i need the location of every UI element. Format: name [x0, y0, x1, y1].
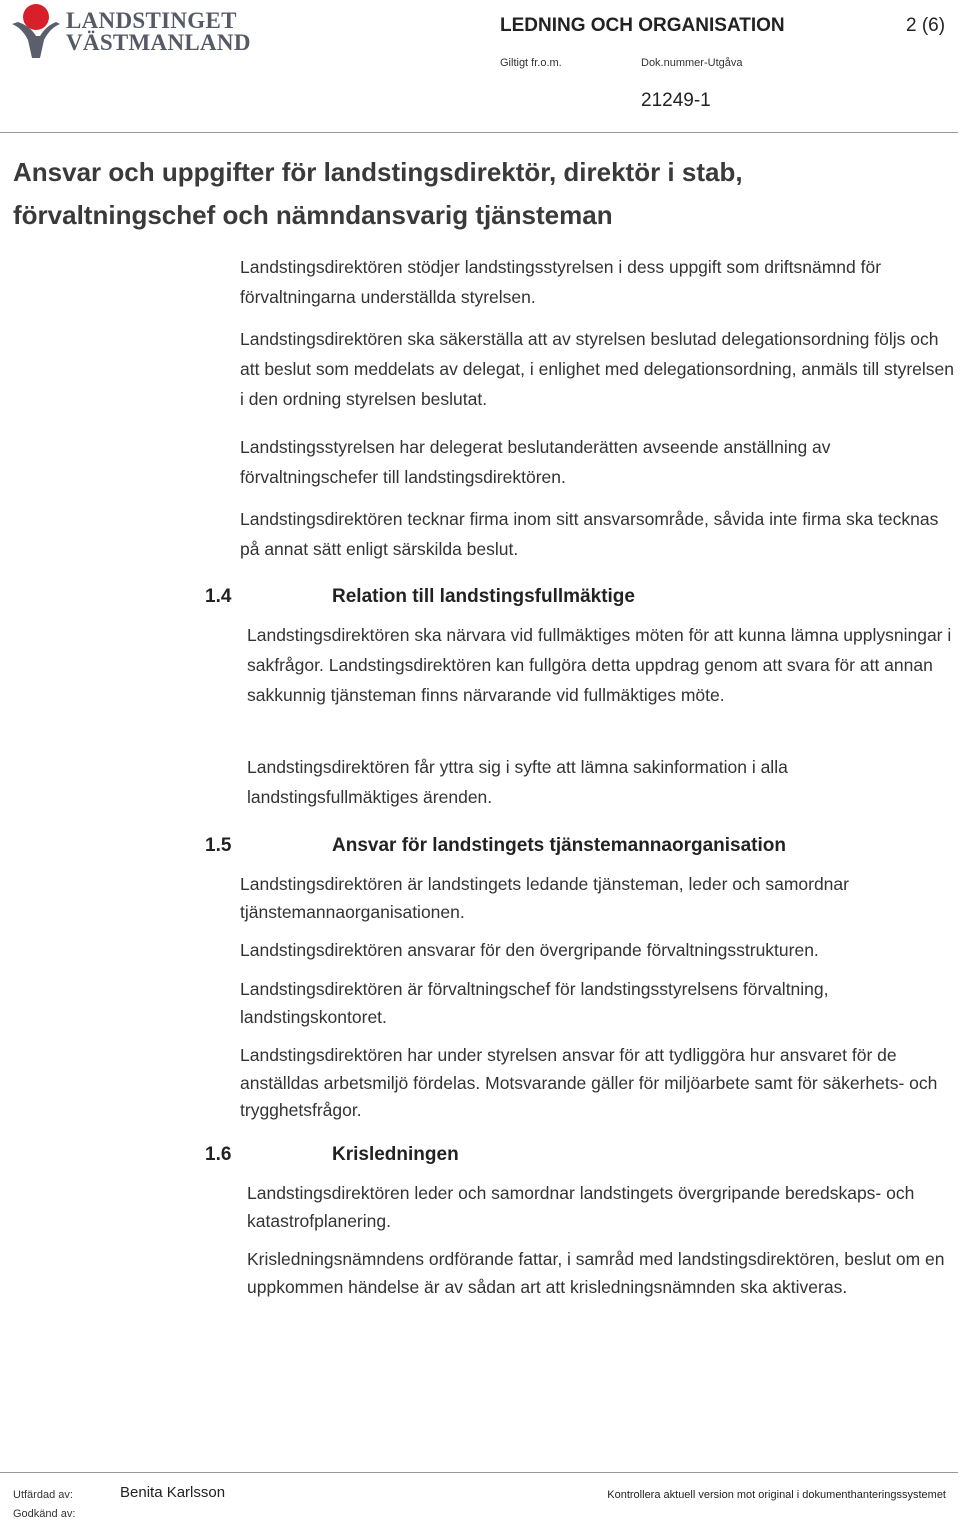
issued-by-label: Utfärdad av:	[13, 1489, 73, 1501]
section-paragraph: Landstingsdirektören är landstingets ledande tjänsteman, leder och samordnar tjänstemannaorganisationen.	[240, 874, 849, 922]
section-paragraph: Landstingsdirektören är förvaltningschef för landstingsstyrelsens förvaltning, landstingskontoret.	[240, 979, 829, 1027]
doc-number: 21249-1	[641, 90, 711, 111]
section-paragraph: Landstingsdirektören får yttra sig i syfte att lämna sakinformation i alla landstingsfullmäktiges ärenden.	[247, 757, 788, 807]
section-number: 1.5	[205, 835, 232, 856]
intro-paragraph: Landstingsdirektören stödjer landstingsstyrelsen i dess uppgift som driftsnämnd för förvaltningarna underställda styrelsen.	[240, 257, 882, 307]
footer-divider	[0, 1472, 958, 1473]
issued-by-name: Benita Karlsson	[120, 1484, 226, 1501]
page-number: 2 (6)	[906, 15, 946, 36]
section-title: Krisledningen	[332, 1144, 459, 1165]
logo-line-2: VÄSTMANLAND	[66, 30, 251, 55]
section-paragraph: Landstingsdirektören leder och samordnar landstingets övergripande beredskaps- och katastrofplanering.	[247, 1183, 915, 1231]
intro-paragraph: Landstingsstyrelsen har delegerat beslutanderätten avseende anställning av förvaltningschefer till landstingsdirektören.	[240, 437, 831, 487]
document-title-line-1: Ansvar och uppgifter för landstingsdirektör, direktör i stab,	[13, 157, 743, 187]
header-title: LEDNING OCH ORGANISATION	[500, 15, 785, 36]
logo-line-1: LANDSTINGET	[66, 8, 237, 33]
section-number: 1.4	[205, 586, 232, 607]
landstinget-vastmanland-logo	[10, 2, 251, 64]
section-paragraph: Krisledningsnämndens ordförande fattar, i samråd med landstingsdirektören, beslut om en uppkommen händelse är av sådan art att krisledningsnämnden ska aktiveras.	[247, 1249, 945, 1297]
version-control-note: Kontrollera aktuell version mot original i dokumenthanteringssystemet	[607, 1489, 946, 1501]
valid-from-label: Giltigt fr.o.m.	[500, 57, 562, 69]
intro-paragraph: Landstingsdirektören tecknar firma inom sitt ansvarsområde, såvida inte firma ska tecknas på annat sätt enligt särskilda beslut.	[240, 509, 939, 559]
section-paragraph: Landstingsdirektören ansvarar för den övergripande förvaltningsstrukturen.	[240, 940, 819, 960]
section-title: Relation till landstingsfullmäktige	[332, 586, 635, 607]
section-paragraph: Landstingsdirektören har under styrelsen ansvar för att tydliggöra hur ansvaret för de anställdas arbetsmiljö fördelas. Motsvarande gäller för miljöarbete samt för säkerhets- och trygghetsfrågor.	[240, 1045, 938, 1120]
approved-by-label: Godkänd av:	[13, 1508, 76, 1520]
logo-figure-icon	[10, 2, 66, 62]
section-number: 1.6	[205, 1144, 232, 1165]
logo-wordmark	[66, 10, 251, 54]
header-divider	[0, 132, 958, 133]
document-title-line-2: förvaltningschef och nämndansvarig tjänsteman	[13, 200, 613, 230]
doc-number-label: Dok.nummer-Utgåva	[641, 57, 743, 69]
section-title: Ansvar för landstingets tjänstemannaorganisation	[332, 835, 786, 856]
section-paragraph: Landstingsdirektören ska närvara vid fullmäktiges möten för att kunna lämna upplysningar i sakfrågor. Landstingsdirektören kan fullgöra detta uppdrag genom att svara för att annan sakkunnig tjänsteman finns närvarande vid fullmäktiges möte.	[247, 625, 952, 705]
document-title	[13, 151, 913, 237]
intro-paragraph: Landstingsdirektören ska säkerställa att av styrelsen beslutad delegationsordning följs och att beslut som meddelats av delegat, i enlighet med delegationsordning, anmäls till styrelsen i den ordning styrelsen beslutat.	[240, 329, 955, 409]
